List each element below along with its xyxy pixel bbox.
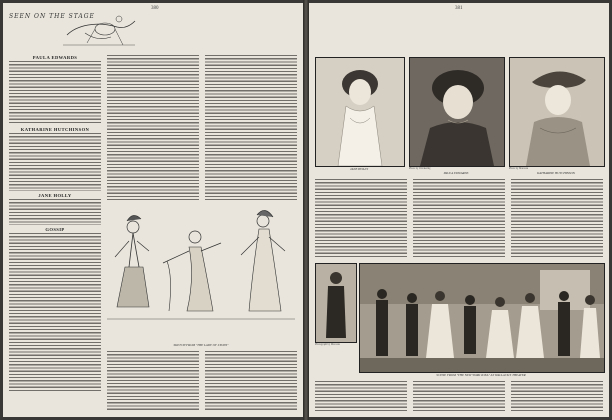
article-text: [107, 55, 199, 201]
article-text: [413, 381, 505, 411]
right-folio: 381: [455, 6, 463, 11]
left-column-3-lower: [205, 351, 297, 413]
photo-credit-paula: Photo by Chickering: [409, 167, 431, 170]
photo-caption-paula: PAULA EDWARDS: [443, 171, 469, 175]
photo-caption-scene: SCENE FROM "THE NEW YORK IDEA" AT WALLACK'S THEATER: [436, 373, 526, 377]
photo-katharine-hutchinson: [509, 57, 605, 167]
right-column-2: [413, 179, 505, 259]
photo-jane-holly: [315, 57, 405, 167]
heading-katharine: KATHARINE HUTCHINSON: [20, 127, 90, 132]
stage-sketch-illustration: [103, 207, 299, 341]
right-column-3-lower: [511, 381, 603, 413]
left-page: [3, 3, 303, 417]
portrait-image: [410, 58, 504, 166]
heading-jane: JANE HOLLY: [38, 193, 72, 198]
drawing-caption: SKETCH FROM "THE LADY OF LYONS": [173, 343, 229, 347]
article-text: [315, 381, 407, 411]
photo-caption-jane: JANE HOLLY: [349, 167, 369, 171]
right-column-1-lower: [315, 381, 407, 413]
portrait-image: [316, 58, 404, 166]
figure-image: [316, 264, 356, 342]
left-column-3: [205, 55, 297, 203]
photo-caption-katharine: KATHARINE HUTCHINSON: [537, 171, 575, 175]
article-text: [315, 179, 407, 257]
article-text: [9, 61, 101, 125]
article-text: [511, 381, 603, 411]
photo-credit-katharine: Photo by Marceau: [509, 167, 529, 170]
article-text: [413, 179, 505, 257]
title-illustration: [7, 7, 137, 57]
heading-gossip: GOSSIP: [45, 227, 65, 232]
title-art-text: SEEN ON THE STAGE: [9, 13, 95, 20]
right-column-1: [315, 179, 407, 259]
right-page: [309, 3, 609, 417]
left-column-2-lower: [107, 351, 199, 413]
photo-credit-small: Photograph by Marceau: [315, 343, 340, 346]
article-text: [205, 351, 297, 411]
article-text: [9, 133, 101, 191]
right-column-2-lower: [413, 381, 505, 413]
article-text: [107, 351, 199, 411]
left-column-1: [9, 53, 101, 413]
left-folio: 380: [151, 6, 159, 11]
photo-paula-edwards: [409, 57, 505, 167]
left-column-2: [107, 55, 199, 203]
photo-scene: [359, 263, 605, 373]
portrait-image: [510, 58, 604, 166]
heading-paula: PAULA EDWARDS: [32, 55, 78, 60]
right-column-3: [511, 179, 603, 259]
photo-small-figure: [315, 263, 357, 343]
article-text: [9, 233, 101, 393]
article-text: [9, 199, 101, 225]
scene-image: [360, 264, 604, 372]
article-text: [205, 55, 297, 201]
article-text: [511, 179, 603, 257]
